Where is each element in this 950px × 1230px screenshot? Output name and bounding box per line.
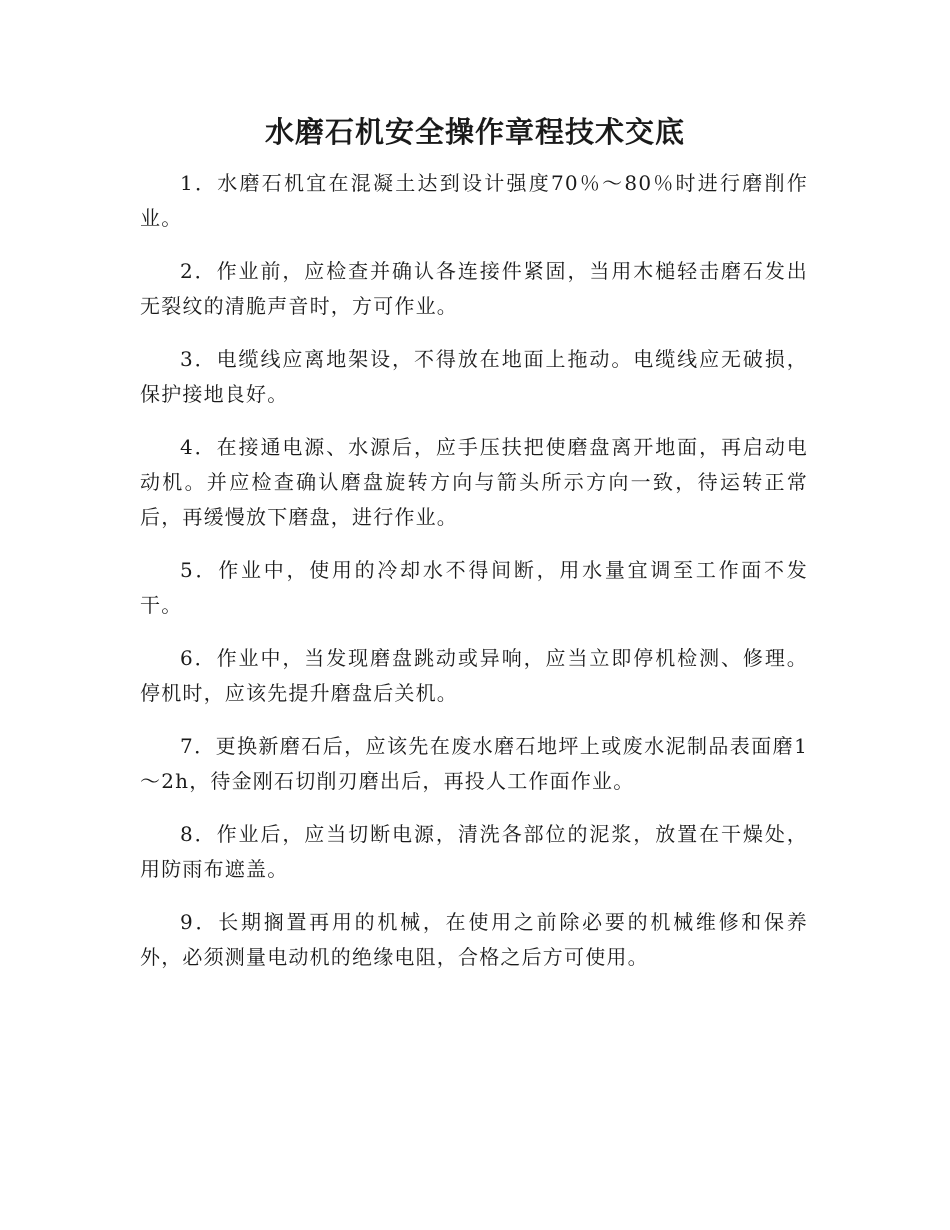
paragraph-2: 2．作业前，应检查并确认各连接件紧固，当用木槌轻击磨石发出无裂纹的清脆声音时，方可作业。 <box>140 259 808 318</box>
paragraph-8: 8．作业后，应当切断电源，清洗各部位的泥浆，放置在干燥处，用防雨布遮盖。 <box>140 822 808 881</box>
paragraph-7: 7．更换新磨石后，应该先在废水磨石地坪上或废水泥制品表面磨1～2h，待金刚石切削刃磨出后，再投人工作面作业。 <box>140 734 808 793</box>
paragraph-1: 1．水磨石机宜在混凝土达到设计强度70％～80％时进行磨削作业。 <box>140 171 808 230</box>
paragraph-9: 9．长期搁置再用的机械，在使用之前除必要的机械维修和保养外，必须测量电动机的绝缘电阻，合格之后方可使用。 <box>140 910 808 969</box>
paragraph-5: 5．作业中，使用的冷却水不得间断，用水量宜调至工作面不发干。 <box>140 558 808 617</box>
document-body <box>140 166 808 993</box>
document-title: 水磨石机安全操作章程技术交底 <box>264 115 685 149</box>
paragraph-4: 4．在接通电源、水源后，应手压扶把使磨盘离开地面，再启动电动机。并应检查确认磨盘旋转方向与箭头所示方向一致，待运转正常后，再缓慢放下磨盘，进行作业。 <box>140 435 808 529</box>
paragraph-3: 3．电缆线应离地架设，不得放在地面上拖动。电缆线应无破损，保护接地良好。 <box>140 347 808 406</box>
paragraph-6: 6．作业中，当发现磨盘跳动或异响，应当立即停机检测、修理。停机时，应该先提升磨盘后关机。 <box>140 646 808 705</box>
